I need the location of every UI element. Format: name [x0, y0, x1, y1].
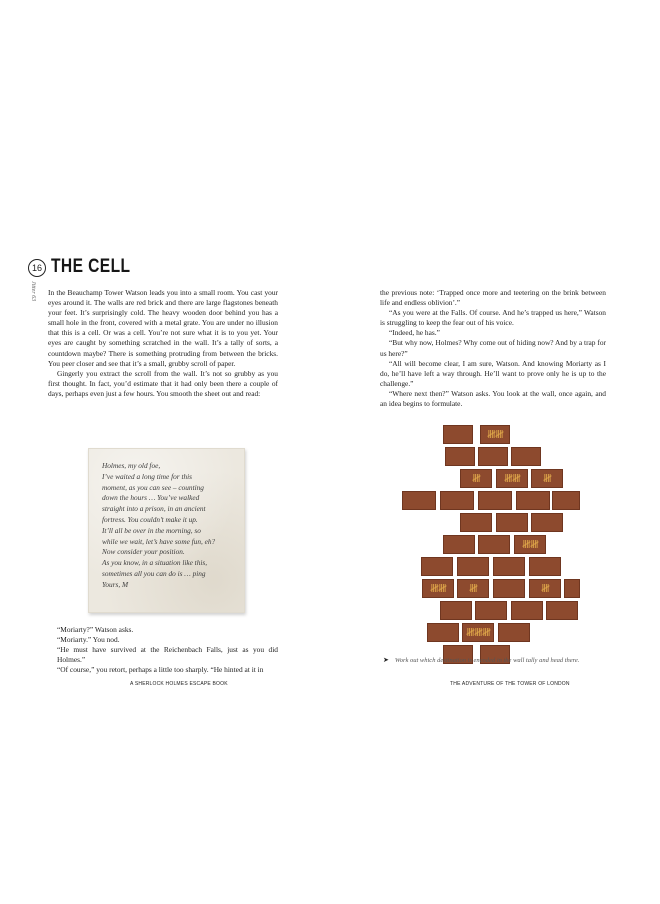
left-bottom-text — [57, 625, 278, 675]
brick — [402, 491, 436, 510]
moriarty-note-image — [88, 448, 245, 613]
paragraph: “Moriarty?” Watson asks. — [57, 625, 134, 634]
note-line: As you know, in a situation like this, — [102, 558, 208, 568]
note-line: moment, as you can see – counting — [102, 482, 204, 492]
brick — [478, 535, 510, 554]
note-signoff: Yours, M — [102, 580, 129, 589]
brick — [552, 491, 580, 510]
brick — [427, 623, 459, 642]
brick — [546, 601, 578, 620]
brick — [457, 557, 489, 576]
footer-right: THE ADVENTURE OF THE TOWER OF LONDON — [450, 681, 570, 687]
brick — [460, 469, 492, 488]
left-column-text — [48, 288, 278, 399]
note-line: straight into a prison, in an ancient — [102, 504, 206, 514]
right-column-text — [380, 288, 606, 409]
note-line: It’ll all be over in the morning, so — [102, 525, 201, 535]
tally-marks: 𝍸 — [472, 472, 480, 485]
brick — [443, 535, 475, 554]
note-handwriting — [102, 461, 237, 580]
arrow-right-icon: ➤ — [383, 656, 389, 664]
brick — [511, 601, 543, 620]
brick — [478, 447, 508, 466]
paragraph: the previous note: ‘Trapped once more and teetering on the brink between life and endless oblivion’.” — [380, 288, 606, 308]
brick — [462, 623, 494, 642]
tally-marks: 𝍸𝍸𝍸 — [466, 626, 490, 639]
paragraph: “Where next then?” Watson asks. You look at the wall, once again, and an idea begins to formulate. — [380, 388, 606, 409]
brick — [529, 557, 561, 576]
brick — [514, 535, 546, 554]
brick — [457, 579, 489, 598]
paragraph: “But why now, Holmes? Why come out of hiding now? And by a trap for us here?” — [380, 338, 606, 358]
tally-marks: 𝍸𝍸 — [430, 582, 446, 595]
tally-marks: 𝍸𝍸 — [522, 538, 538, 551]
paragraph: “He must have survived at the Reichenbach Falls, just as you did Holmes.” — [57, 645, 278, 665]
brick — [564, 579, 580, 598]
paragraph: “As you were at the Falls. Of course. And he’s trapped us here,” Watson is struggling to keep the fear out of his voice. — [380, 308, 606, 328]
puzzle-hint — [383, 656, 579, 664]
brick — [516, 491, 550, 510]
brick — [529, 579, 561, 598]
brick — [498, 623, 530, 642]
brick — [445, 447, 475, 466]
brick — [440, 491, 474, 510]
tally-marks: 𝍸 — [541, 582, 549, 595]
paragraph: “Indeed, he has.” — [389, 328, 440, 338]
brick — [443, 425, 473, 444]
paragraph: Gingerly you extract the scroll from the wall. It’s not so grubby as you first thought. In fact, you’d estimate that it had only been there a couple of days, perhaps even just a few hours. You smooth the sheet out and read: — [48, 368, 278, 398]
brick — [496, 469, 528, 488]
brick — [421, 557, 453, 576]
brick — [531, 513, 563, 532]
tally-marks: 𝍸𝍸 — [504, 472, 520, 485]
paragraph: “Moriarty.” You nod. — [57, 635, 120, 645]
tally-marks: 𝍸 — [543, 472, 551, 485]
hint-text: Work out which destination is encoded in the wall tally and head there. — [394, 657, 580, 664]
paragraph: In the Beauchamp Tower Watson leads you into a small room. You cast your eyes around it. The walls are red brick and there are large flagstones beneath your feet. It’s surprisingly cold. The heavy wooden door behind you has a small hole in the front, covered with a metal grate. You are under no illusion that this is a cell. Or was a cell. You’re not sure what it is to you yet. Your eyes are caught by something scratched in the wall. It’s a tally of sorts, a countdown maybe? There is something protruding from between the bricks. You peer closer and see that it’s a small, grubby scroll of paper. — [48, 288, 278, 368]
note-line: Now consider your position. — [102, 547, 185, 557]
brick — [475, 601, 507, 620]
tally-marks: 𝍸𝍸 — [487, 428, 503, 441]
footer-left: A SHERLOCK HOLMES ESCAPE BOOK — [130, 681, 228, 687]
brick — [422, 579, 454, 598]
brick-wall-puzzle — [400, 425, 580, 645]
tally-marks: 𝍸 — [469, 582, 477, 595]
chapter-number-badge: 16 — [28, 259, 46, 277]
paragraph: “All will become clear, I am sure, Watson. And knowing Moriarty as I do, he’ll have left a way through. He’ll want to prove only he is up to the challenge.” — [380, 358, 606, 388]
brick — [493, 557, 525, 576]
paragraph: “Of course,” you retort, perhaps a little too sharply. “He hinted at it in — [57, 665, 264, 675]
brick — [511, 447, 541, 466]
chapter-title: THE CELL — [51, 256, 131, 277]
note-line: while we wait, let’s have some fun, eh? — [102, 536, 216, 546]
brick — [460, 513, 492, 532]
note-line: Holmes, my old foe, — [102, 461, 161, 470]
note-line: down the hours … You’ve walked — [102, 493, 200, 503]
note-line: sometimes all you can do is … ping — [102, 568, 206, 578]
brick — [478, 491, 512, 510]
brick — [440, 601, 472, 620]
note-line: I’ve waited a long time for this — [102, 471, 192, 481]
brick — [531, 469, 563, 488]
margin-note: Jitter 63 — [30, 281, 36, 302]
note-line: fortress. You couldn’t make it up. — [102, 514, 198, 524]
brick — [496, 513, 528, 532]
brick — [493, 579, 525, 598]
brick — [480, 425, 510, 444]
